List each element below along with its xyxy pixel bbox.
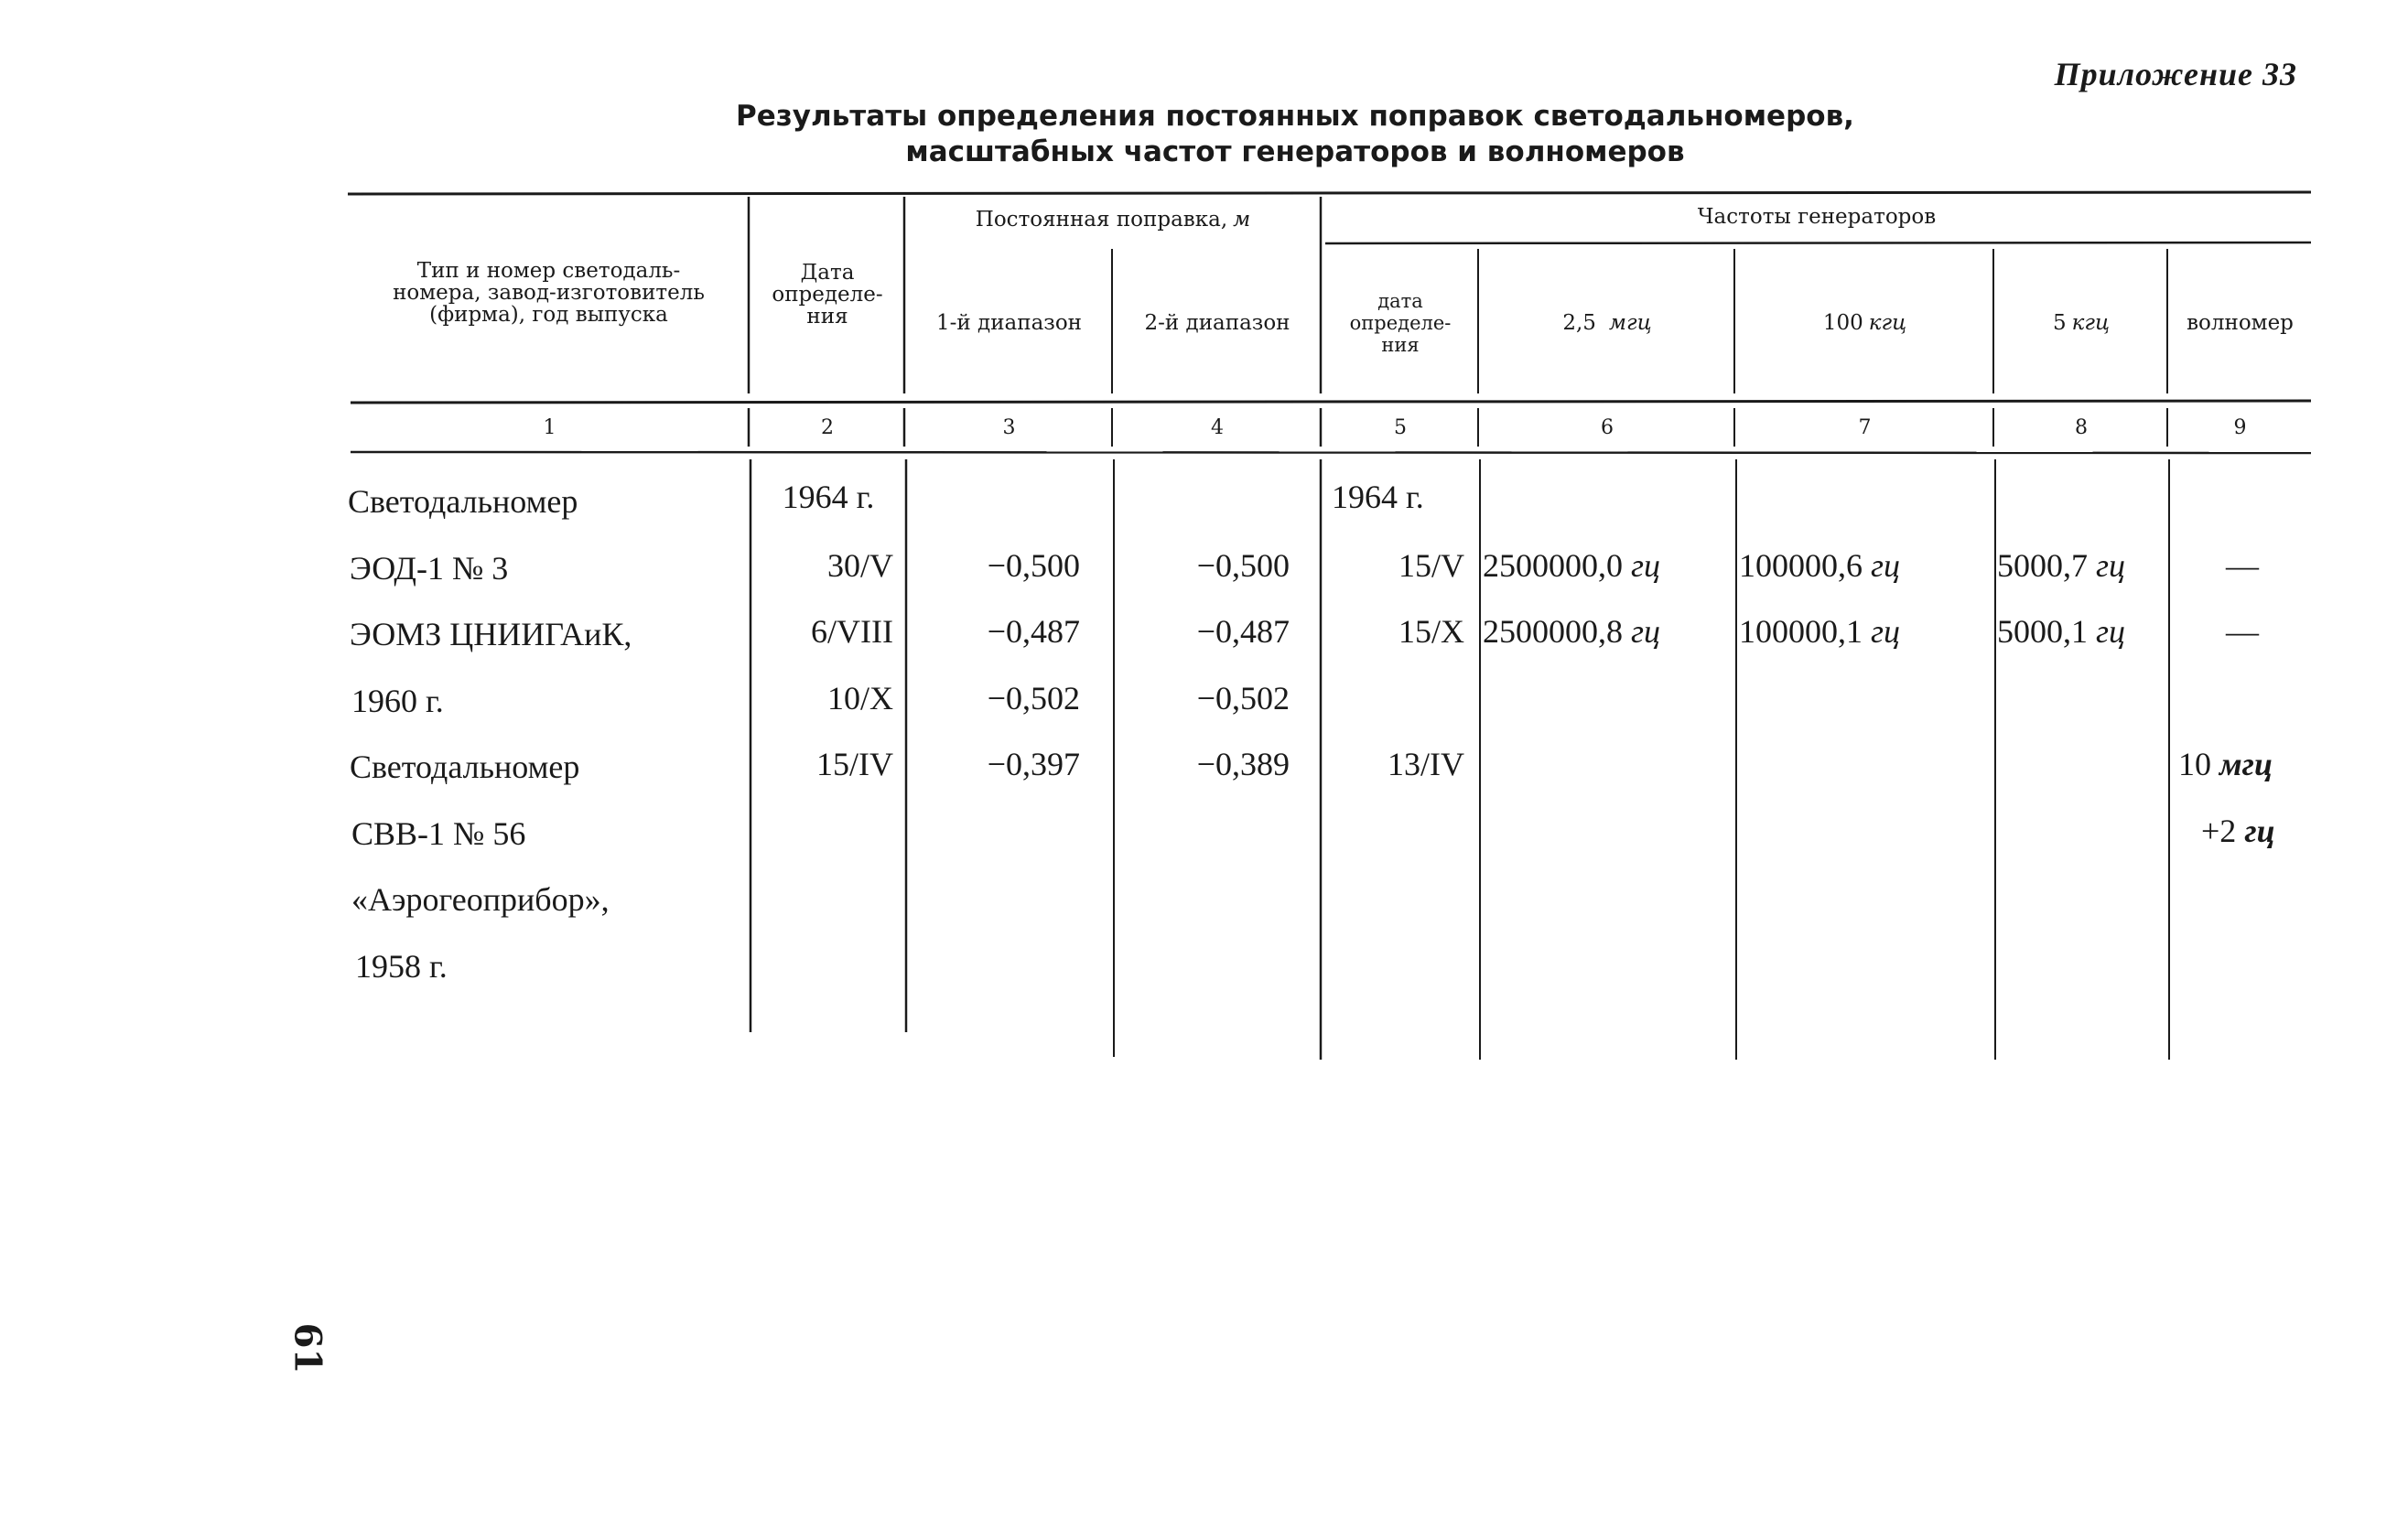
title-line-1: Результаты определения постоянных поправок светодальномеров, — [736, 100, 1854, 133]
header-range-1: 1-й диапазон — [935, 310, 1082, 335]
header-100-khz-unit: кгц — [1868, 310, 1907, 335]
date-cell: 6/VIII — [811, 613, 893, 650]
column-number: 8 — [2075, 415, 2088, 439]
appendix-label: Приложение 33 — [2054, 56, 2297, 92]
freq-unit: гц — [1871, 613, 1901, 650]
wavemeter-value: +2 — [2201, 813, 2245, 849]
range2-cell: −0,487 — [1196, 613, 1290, 650]
range1-cell: −0,502 — [987, 680, 1080, 716]
table-top-rule — [348, 192, 2311, 194]
freq-date-cell: 15/X — [1398, 613, 1464, 650]
header-bottom-rule — [351, 401, 2311, 403]
range2-cell: −0,502 — [1196, 680, 1290, 716]
freq-value: 5000,1 — [1997, 613, 2088, 650]
header-constant-correction-label: Постоянная поправка, — [975, 207, 1228, 232]
instrument-cell: ЭОМЗ ЦНИИГАиК, — [350, 616, 632, 652]
instrument-cell: Светодальномер — [350, 749, 580, 785]
header-generator-frequencies: Частоты генераторов — [1697, 204, 1937, 229]
header-instrument-line: (фирма), год выпуска — [429, 303, 668, 327]
header-freq-date — [1323, 279, 1478, 367]
header-date-line: Дата — [800, 261, 855, 285]
freq-2-5-cell — [1483, 546, 1660, 585]
instrument-cell: «Аэрогеоприбор», — [351, 881, 610, 918]
header-5-khz-value: 5 — [2052, 310, 2067, 335]
header-5-khz-unit: кгц — [2071, 310, 2111, 335]
wavemeter-value: 10 — [2178, 746, 2219, 782]
range1-cell: −0,487 — [987, 613, 1080, 650]
freq-value: 100000,6 — [1739, 547, 1863, 584]
wavemeter-unit: гц — [2244, 813, 2275, 849]
header-date-line: ния — [806, 305, 848, 329]
wavemeter-cell: — — [2226, 547, 2259, 584]
column-number: 1 — [543, 415, 556, 439]
column-number: 9 — [2233, 415, 2247, 439]
date-cell: 1964 г. — [782, 479, 875, 515]
freq-100-cell — [1739, 546, 1900, 585]
header-instrument-line: номера, завод-изготовитель — [393, 281, 705, 305]
header-constant-correction — [906, 199, 1320, 240]
instrument-cell: 1958 г. — [355, 948, 448, 985]
header-freq-date-line: дата — [1377, 290, 1423, 312]
date-cell: 15/IV — [816, 746, 893, 782]
header-range-2: 2-й диапазон — [1144, 310, 1290, 335]
date-cell: 30/V — [827, 547, 893, 584]
number-row-rule — [351, 452, 2311, 453]
header-date — [750, 258, 904, 331]
freq-value: 2500000,0 — [1483, 547, 1623, 584]
header-2-5-mhz-unit: мгц — [1608, 310, 1652, 335]
wavemeter-cell — [2201, 812, 2275, 850]
header-100-khz — [1736, 302, 1993, 344]
range1-cell: −0,397 — [987, 746, 1080, 782]
header-5-khz — [1995, 302, 2167, 344]
freq-value: 5000,7 — [1997, 547, 2088, 584]
freq-5-cell — [1997, 546, 2125, 585]
header-freq-date-line: определе- — [1349, 312, 1452, 334]
header-2-5-mhz — [1480, 302, 1734, 344]
freq-value: 100000,1 — [1739, 613, 1863, 650]
header-instrument — [351, 256, 747, 329]
freq-unit: гц — [1871, 547, 1901, 584]
freq-2-5-cell — [1483, 612, 1660, 651]
column-number: 4 — [1211, 415, 1224, 439]
freq-unit: гц — [2096, 547, 2126, 584]
header-date-line: определе- — [772, 283, 883, 307]
freq-date-cell: 1964 г. — [1332, 479, 1424, 515]
column-number: 7 — [1858, 415, 1872, 439]
freq-value: 2500000,8 — [1483, 613, 1623, 650]
freq-unit: гц — [1631, 547, 1661, 584]
instrument-cell: СВВ-1 № 56 — [351, 815, 526, 852]
header-constant-correction-unit: м — [1233, 207, 1251, 232]
freq-5-cell — [1997, 612, 2125, 651]
instrument-cell: ЭОД-1 № 3 — [350, 550, 509, 587]
header-freq-date-line: ния — [1381, 334, 1420, 356]
range2-cell: −0,389 — [1196, 746, 1290, 782]
wavemeter-unit: мгц — [2219, 746, 2273, 782]
wavemeter-cell: — — [2226, 613, 2259, 650]
header-100-khz-value: 100 — [1822, 310, 1863, 335]
range1-cell: −0,500 — [987, 547, 1080, 584]
instrument-cell: 1960 г. — [351, 683, 444, 719]
freq-unit: гц — [1631, 613, 1661, 650]
header-wavemeter: волномер — [2187, 310, 2294, 335]
frequency-group-rule — [1325, 242, 2311, 243]
wavemeter-cell — [2178, 745, 2273, 783]
page-number: 61 — [286, 1322, 329, 1374]
column-number: 5 — [1394, 415, 1407, 439]
header-2-5-mhz-value: 2,5 — [1562, 310, 1596, 335]
header-instrument-line: Тип и номер светодаль- — [416, 259, 681, 283]
freq-date-cell: 15/V — [1398, 547, 1464, 584]
freq-unit: гц — [2096, 613, 2126, 650]
column-number: 6 — [1601, 415, 1614, 439]
column-number: 2 — [821, 415, 834, 439]
title-line-2: масштабных частот генераторов и волномеров — [905, 135, 1685, 168]
date-cell: 10/X — [827, 680, 893, 716]
freq-100-cell — [1739, 612, 1900, 651]
instrument-cell: Светодальномер — [348, 483, 578, 520]
freq-date-cell: 13/IV — [1388, 746, 1464, 782]
range2-cell: −0,500 — [1196, 547, 1290, 584]
column-number: 3 — [1002, 415, 1016, 439]
